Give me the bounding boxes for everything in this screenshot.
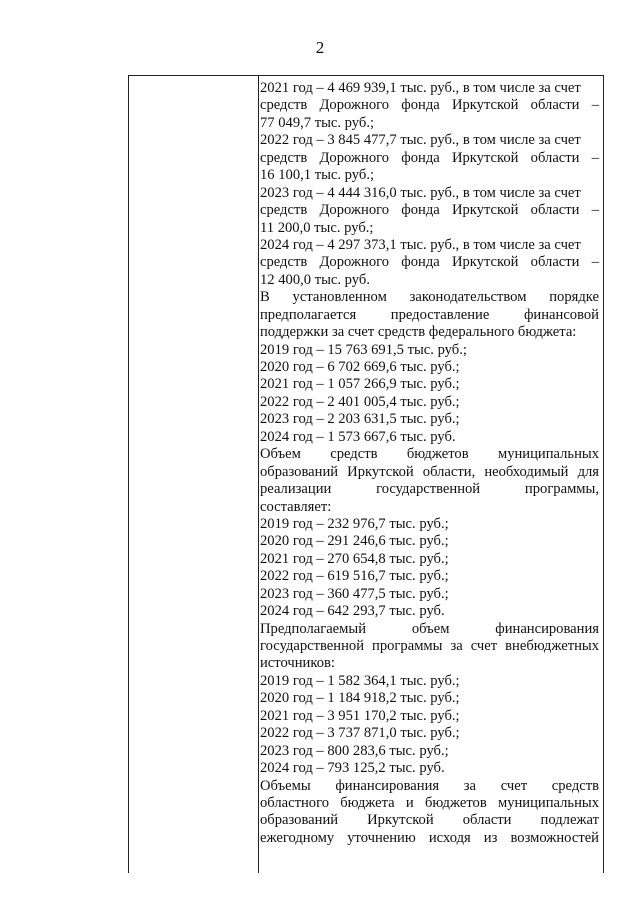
text-line: ежегодному уточнению исходя из возможностей xyxy=(260,829,599,846)
text-line: 2021 год – 3 951 170,2 тыс. руб.; xyxy=(260,707,460,724)
text-line: 2024 год – 642 293,7 тыс. руб. xyxy=(260,603,445,620)
text-line: 16 100,1 тыс. руб.; xyxy=(260,167,375,184)
text-line: 2024 год – 793 125,2 тыс. руб. xyxy=(260,760,445,777)
table-label-cell xyxy=(129,76,259,873)
text-line: В установленном законодательством порядке xyxy=(260,289,599,306)
text-line: 12 400,0 тыс. руб. xyxy=(260,271,370,288)
text-line: поддержки за счет средств федерального бюджета: xyxy=(260,324,577,341)
text-line: 2020 год – 6 702 669,6 тыс. руб.; xyxy=(260,359,460,375)
text-line: государственной программы за счет внебюджетных xyxy=(260,638,599,654)
text-line: реализации государственной программы, xyxy=(260,481,599,498)
text-line: источников: xyxy=(260,655,335,672)
text-line: 2019 год – 232 976,7 тыс. руб.; xyxy=(260,515,449,532)
text-line: 2022 год – 619 516,7 тыс. руб.; xyxy=(260,568,449,585)
text-line: Предполагаемый объем финансирования xyxy=(260,620,599,637)
text-line: образований Иркутской области подлежат xyxy=(260,812,599,829)
text-line: 2020 год – 291 246,6 тыс. руб.; xyxy=(260,533,449,550)
text-line: областного бюджета и бюджетов муниципальных xyxy=(260,794,599,811)
text-line: 2020 год – 1 184 918,2 тыс. руб.; xyxy=(260,690,460,707)
text-line: Объем средств бюджетов муниципальных xyxy=(260,446,599,463)
text-line: 2023 год – 800 283,6 тыс. руб.; xyxy=(260,742,449,759)
text-line: средств Дорожного фонда Иркутской области – xyxy=(260,254,599,271)
text-line: 2021 год – 4 469 939,1 тыс. руб., в том числе за счет xyxy=(260,80,581,96)
text-line: 2023 год – 360 477,5 тыс. руб.; xyxy=(260,585,449,602)
text-line: Объемы финансирования за счет средств xyxy=(260,777,599,794)
text-line: средств Дорожного фонда Иркутской области – xyxy=(260,149,599,166)
text-line: 2024 год – 4 297 373,1 тыс. руб., в том числе за счет xyxy=(260,236,581,253)
text-line: образований Иркутской области, необходимый для xyxy=(260,463,599,480)
page-number: 2 xyxy=(315,38,325,57)
text-line: 2022 год – 3 737 871,0 тыс. руб.; xyxy=(260,725,460,742)
passport-table xyxy=(128,75,604,873)
text-line: 2021 год – 1 057 266,9 тыс. руб.; xyxy=(260,376,460,393)
text-line: 2019 год – 15 763 691,5 тыс. руб.; xyxy=(260,341,467,358)
text-line: 2024 год – 1 573 667,6 тыс. руб. xyxy=(260,428,456,445)
text-line: 2021 год – 270 654,8 тыс. руб.; xyxy=(260,550,449,567)
text-line: 11 200,0 тыс. руб.; xyxy=(260,219,374,236)
text-line: 2022 год – 3 845 477,7 тыс. руб., в том числе за счет xyxy=(260,132,581,149)
text-line: предполагается предоставление финансовой xyxy=(260,306,599,323)
text-line: 2023 год – 4 444 316,0 тыс. руб., в том числе за счет xyxy=(260,184,581,201)
text-line: 2022 год – 2 401 005,4 тыс. руб.; xyxy=(260,393,460,410)
text-line: 2019 год – 1 582 364,1 тыс. руб.; xyxy=(260,672,460,689)
table-content-cell xyxy=(260,80,599,847)
text-line: средств Дорожного фонда Иркутской области – xyxy=(260,202,599,219)
text-line: 77 049,7 тыс. руб.; xyxy=(260,114,375,131)
text-line: средств Дорожного фонда Иркутской области – xyxy=(260,97,599,114)
text-line: составляет: xyxy=(260,498,332,515)
text-line: 2023 год – 2 203 631,5 тыс. руб.; xyxy=(260,411,460,428)
